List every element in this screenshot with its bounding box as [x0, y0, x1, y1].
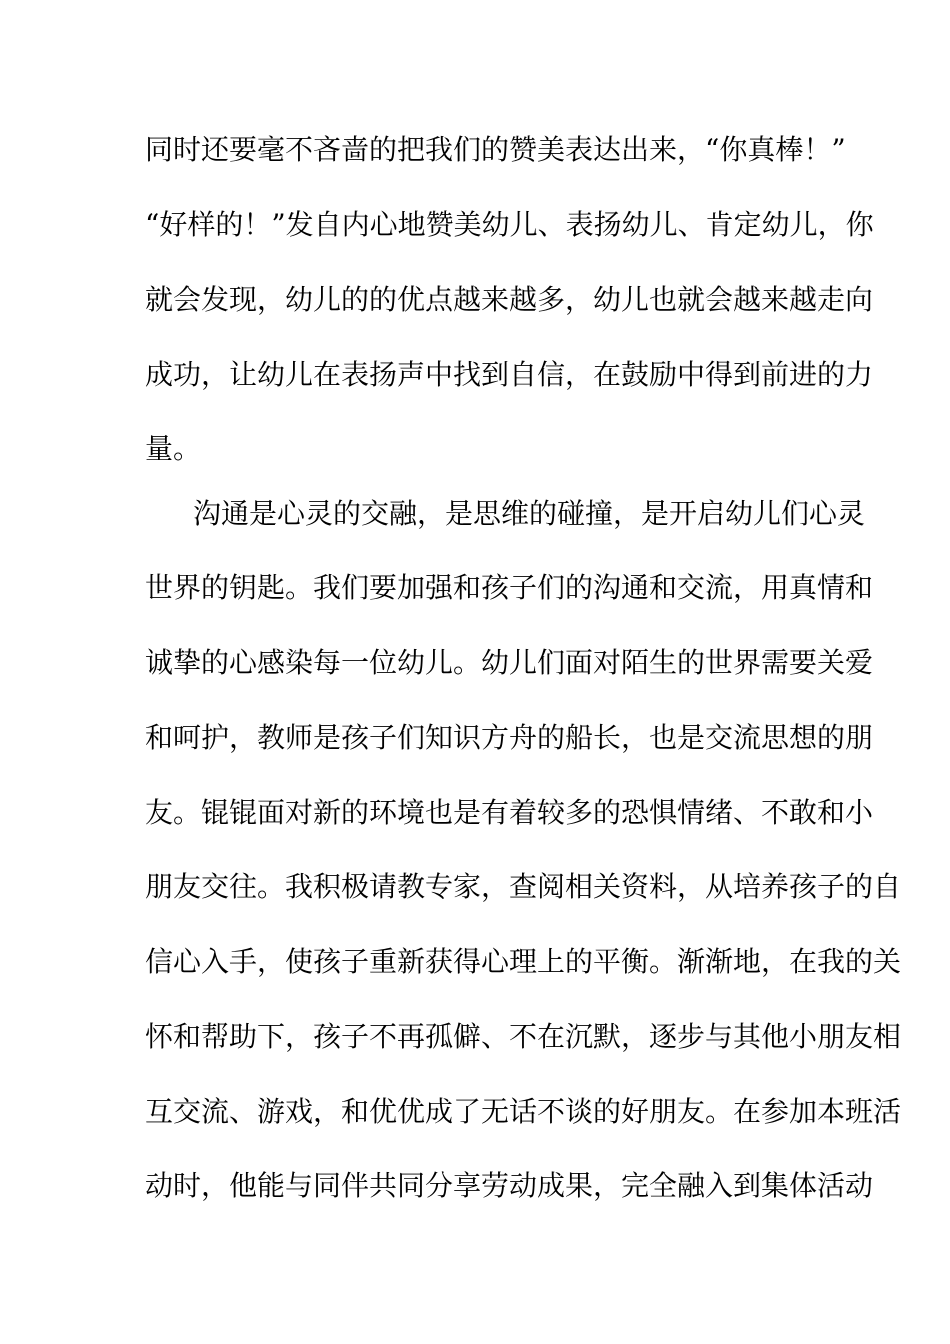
- text-line: 和呵护，教师是孩子们知识方舟的船长，也是交流思想的朋: [145, 721, 874, 754]
- text-line: 动时，他能与同伴共同分享劳动成果，完全融入到集体活动: [145, 1169, 874, 1202]
- text-line: 友。锟锟面对新的环境也是有着较多的恐惧情绪、不敢和小: [145, 796, 874, 829]
- text-line: 朋友交往。我积极请教专家，查阅相关资料，从培养孩子的自: [145, 870, 902, 903]
- text-line: 成功，让幼儿在表扬声中找到自信，在鼓励中得到前进的力: [145, 358, 874, 391]
- text-line: “好样的！”发自内心地赞美幼儿、表扬幼儿、肯定幼儿，你: [145, 208, 874, 241]
- text-line: 世界的钥匙。我们要加强和孩子们的沟通和交流，用真情和: [145, 571, 874, 604]
- text-line: 信心入手，使孩子重新获得心理上的平衡。渐渐地，在我的关: [145, 945, 902, 978]
- text-line: 怀和帮助下，孩子不再孤僻、不在沉默，逐步与其他小朋友相: [145, 1020, 902, 1053]
- text-line: 量。: [145, 432, 202, 465]
- paragraph-first-line: 沟通是心灵的交融，是思维的碰撞，是开启幼儿们心灵: [193, 497, 866, 530]
- text-line: 互交流、游戏，和优优成了无话不谈的好朋友。在参加本班活: [145, 1095, 902, 1128]
- text-line: 同时还要毫不吝啬的把我们的赞美表达出来，“你真棒！”: [145, 133, 846, 166]
- text-line: 就会发现，幼儿的的优点越来越多，幼儿也就会越来越走向: [145, 283, 874, 316]
- text-line: 诚挚的心感染每一位幼儿。幼儿们面对陌生的世界需要关爱: [145, 646, 874, 679]
